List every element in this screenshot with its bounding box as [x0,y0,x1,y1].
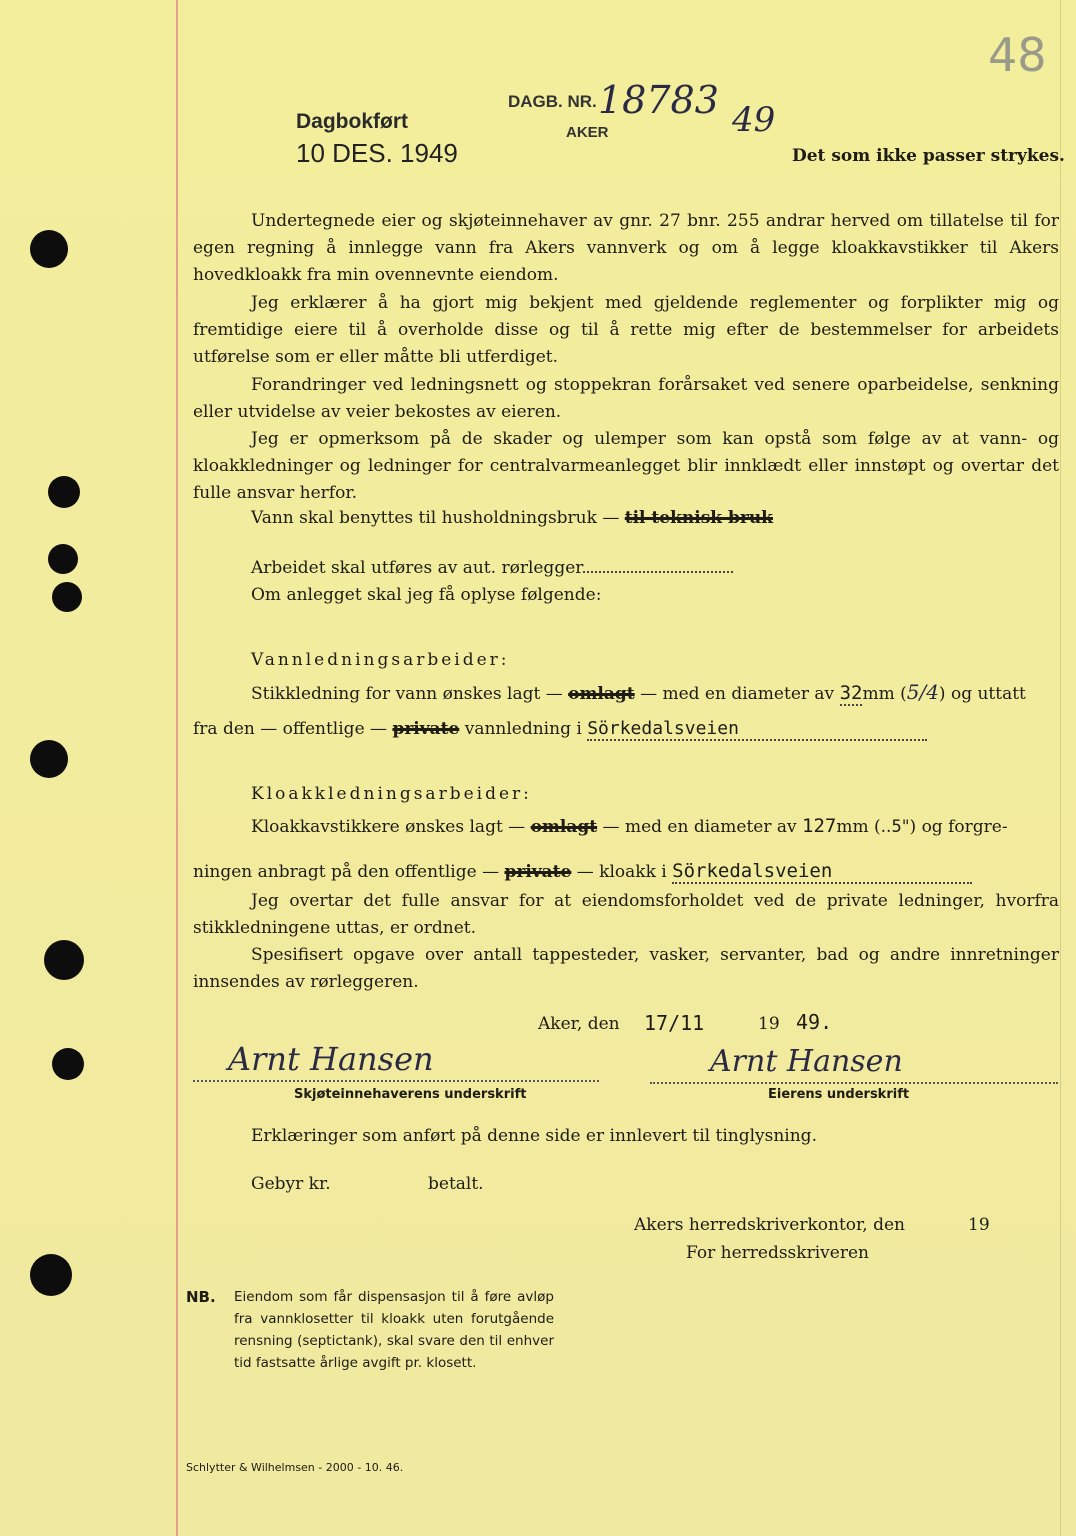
water-l1-struck: omlagt [568,684,635,704]
water-l2-struck: private [392,719,460,739]
water-use-struck: til teknisk bruk [624,508,773,528]
water-use-text: Vann skal benyttes til husholdningsbruk — [251,508,620,528]
instruction-text: Det som ikke passer strykes. [792,146,1065,166]
water-l1-b: — med en diameter av [640,684,835,704]
punch-hole-8 [30,1254,72,1296]
paragraph-declaration: Jeg erklærer å ha gjort mig bekjent med gjeldende reglementer og forplikter mig og fremtidige eiere til å overholde disse og til å rette mig efter de bestemmelser for arbeidets utførelse som er eller måtte bli utferdiget. [193,293,1059,367]
signature-right: Arnt Hansen [710,1044,903,1079]
fee-label: Gebyr kr. [251,1174,331,1194]
sewer-l1-a: Kloakkavstikkere ønskes lagt — [251,817,526,837]
signature-line-right [650,1082,1058,1084]
sewer-street: Sörkedalsveien [672,860,972,884]
signature-line-left [193,1080,599,1082]
water-l2-b: vannledning i [464,719,582,739]
sewer-heading: Kloakkledningsarbeider: [251,784,532,804]
dagb-nr-label: DAGB. NR. [508,92,597,111]
sewer-diameter-in: 5 [891,817,902,837]
punch-hole-5 [30,740,68,778]
signing-date: 17/11 [644,1011,705,1035]
page-number: 48 [988,28,1047,82]
water-diameter-in: 5/4 [906,680,939,704]
sewer-l1-d: ") og forgre- [901,817,1008,837]
margin-rule [176,0,178,1536]
paragraph-liability: Jeg er opmerksom på de skader og ulemper som kan opstå som følge av at vann- og kloakkledninger og ledninger for centralvarmeanlegget blir innklædt eller innstøpt og overtar det fulle ansvar herfor. [193,429,1059,503]
signing-year-prefix: 19 [758,1014,780,1034]
water-heading: Vannledningsarbeider: [251,650,510,670]
sewer-l2-a: ningen anbragt på den offentlige — [193,862,500,882]
dagbokfort-stamp-date: 10 DES. 1949 [296,138,458,168]
label-deed-holder-signature: Skjøteinnehaverens underskrift [294,1087,527,1102]
sewer-diameter-mm: 127 [802,815,837,837]
printer-imprint: Schlytter & Wilhelmsen - 2000 - 10. 46. [186,1461,404,1474]
dagbokfort-stamp-label: Dagbokført [296,110,408,133]
sewer-line-1 [251,815,1008,837]
note-text: Eiendom som får dispensasjon til å føre avløp fra vannklosetter til kloakk uten forutgående rensning (septictank), skal svare den til enhver tid fastsatte årlige avgift pr. klosett. [234,1289,554,1371]
signing-place: Aker, den [538,1014,620,1034]
registration-line: Erklæringer som anført på denne side er innlevert til tinglysning. [251,1126,817,1146]
paragraph-ownership: Jeg overtar det fulle ansvar for at eiendomsforholdet ved de private ledninger, hvorfra stikkledningene uttas, er ordnet. [193,891,1059,938]
signing-year: 49. [796,1010,833,1034]
office-line: Akers herredskriverkontor, den [634,1215,905,1235]
sewer-line-2 [193,860,972,884]
fee-paid: betalt. [428,1174,484,1194]
punch-hole-1 [30,230,68,268]
water-line-2 [193,718,927,741]
water-street: Sörkedalsveien [587,718,927,741]
sewer-l1-struck: omlagt [530,817,598,837]
water-line-1 [251,680,1026,704]
punch-hole-3 [48,544,78,574]
water-l1-d: ) og uttatt [938,684,1026,704]
water-l2-a: fra den — offentlige — [193,719,388,739]
paragraph-road-changes: Forandringer ved ledningsnett og stoppekran forårsaket ved senere oparbeidelse, senkning eller utvidelse av veier bekostes av eieren. [193,375,1059,422]
water-use-line [251,508,773,528]
punch-hole-4 [52,582,82,612]
paragraph-application: Undertegnede eier og skjøteinnehaver av gnr. 27 bnr. 255 andrar herved om tillatelse til for egen regning å innlegge vann fra Akers vannverk og om å legge kloakkavstikker til Akers hovedkloakk fra min ovennevnte eiendom. [193,211,1059,285]
punch-hole-2 [48,476,80,508]
label-owner-signature: Eierens underskrift [768,1087,910,1102]
paragraph-specification: Spesifisert opgave over antall tappesteder, vasker, servanter, bad og andre innretninger innsendes av rørleggeren. [193,945,1059,992]
water-diameter-mm: 32 [839,682,863,704]
dagb-number: 18783 [598,78,719,122]
plumber-line [251,557,733,578]
sewer-l1-c: mm (.. [836,817,892,837]
signature-left: Arnt Hansen [228,1040,434,1078]
plumber-text: Arbeidet skal utføres av aut. rørlegger [251,558,584,578]
inform-line: Om anlegget skal jeg få oplyse følgende: [251,585,602,605]
sewer-l2-b: — kloakk i [576,862,667,882]
punch-hole-7 [52,1048,84,1080]
water-l1-c: mm ( [862,684,907,704]
edge-rule [1060,0,1061,1536]
punch-hole-6 [44,940,84,980]
dagb-year: 49 [732,100,776,140]
water-l1-a: Stikkledning for vann ønskes lagt — [251,684,563,704]
for-clerk-line: For herredsskriveren [686,1243,869,1263]
dagb-place: AKER [566,124,609,141]
office-year: 19 [968,1215,990,1235]
note-label: NB. [186,1288,216,1306]
sewer-l2-struck: private [504,862,572,882]
sewer-l1-b: — med en diameter av [602,817,797,837]
plumber-dots [583,557,733,573]
